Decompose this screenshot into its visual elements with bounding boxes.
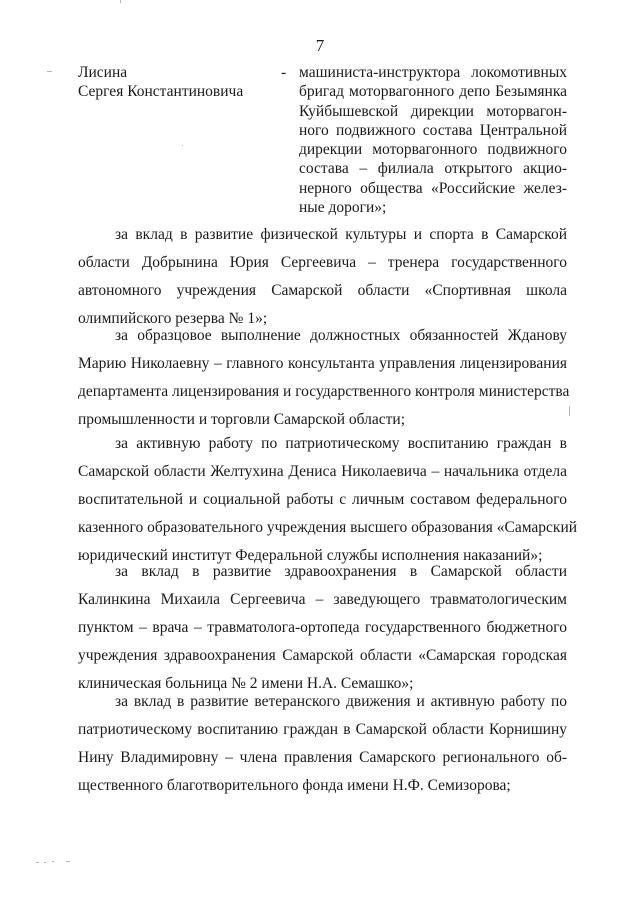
paragraph-line: промышленности и торговли Самарской области; — [78, 411, 406, 428]
paragraph-line: клиническая больница № 2 имени Н.А. Семашко»; — [78, 675, 414, 692]
description-line: нерного общества «Российские желез- — [299, 179, 567, 197]
paragraph-line: юридический институт Федеральной службы исполнения наказаний»; — [78, 547, 543, 564]
paragraph-line: за вклад в развитие ветеранского движения и активную работу по — [115, 693, 567, 710]
recipient-surname: Лисина — [78, 64, 128, 81]
description-line: ные дороги»; — [299, 199, 387, 217]
description-line: бригад моторвагонного депо Безымянка — [299, 83, 567, 101]
recipient-name — [78, 63, 243, 101]
paragraph-patriotic — [78, 430, 578, 570]
scan-speck — [66, 861, 70, 862]
paragraph-line: воспитательной и социальной работы с личным составом федерального — [78, 491, 567, 508]
scan-speck — [120, 0, 121, 3]
paragraph-line: за вклад в развитие физической культуры и спорта в Самарской — [115, 226, 567, 243]
paragraph-line: области Добрынина Юрия Сергеевича – тренера государственного — [78, 254, 567, 271]
description-line: машиниста-инструктора локомотивных — [299, 64, 567, 81]
paragraph-line: патриотическому воспитанию граждан в Самарской области Корнишину — [78, 721, 567, 738]
paragraph-line: Самарской области Желтухина Дениса Николаевича – начальника отдела — [78, 463, 567, 480]
paragraph-line: за активную работу по патриотическому воспитанию граждан в — [115, 435, 567, 452]
paragraph-sport — [78, 221, 567, 333]
paragraph-line: Марию Николаевну – главного консультанта управления лицензирования — [78, 355, 567, 372]
paragraph-veterans — [78, 688, 567, 800]
paragraph-line: за вклад в развитие здравоохранения в Самарской области — [115, 563, 567, 580]
scan-speck — [52, 861, 54, 862]
paragraph-line: автономного учреждения Самарской области «Спортивная школа — [78, 282, 567, 299]
paragraph-line: Нину Владимировну – члена правления Самарского регионального об- — [78, 749, 567, 766]
paragraph-line: пунктом – врача – травматолога-ортопеда государственного бюджетного — [78, 619, 567, 636]
paragraph-line: щественного благотворительного фонда имени Н.Ф. Семизорова; — [78, 777, 511, 794]
description-line: ного подвижного состава Центральной — [299, 121, 567, 139]
recipient-description — [299, 63, 567, 217]
paragraph-line: департамента лицензирования и государственного контроля министерства — [78, 383, 570, 400]
paragraph-healthcare — [78, 558, 567, 698]
paragraph-line: Калинкина Михаила Сергеевича – заведующего травматологическим — [78, 591, 567, 608]
recipient-given-names: Сергея Константиновича — [78, 83, 244, 100]
description-line: Куйбышевской дирекции моторвагон- — [299, 102, 567, 120]
paragraph-line: за образцовое выполнение должностных обязанностей Жданову — [115, 327, 567, 344]
scan-speck — [44, 862, 46, 863]
page-number: 7 — [315, 36, 325, 55]
scan-speck — [182, 145, 183, 146]
recipient-dash: - — [281, 64, 287, 81]
scan-speck — [47, 71, 52, 72]
description-line: дирекции моторвагонного подвижного — [299, 141, 567, 159]
scan-speck — [569, 406, 570, 416]
scan-speck — [36, 862, 39, 863]
description-line: состава – филиала открытого акцио- — [299, 160, 567, 178]
paragraph-line: казенного образовательного учреждения высшего образования «Самарский — [78, 519, 578, 536]
paragraph-line: учреждения здравоохранения Самарской области «Самарская городская — [78, 647, 567, 664]
paragraph-duties — [78, 322, 570, 434]
paragraph-line: олимпийского резерва № 1»; — [78, 310, 268, 327]
